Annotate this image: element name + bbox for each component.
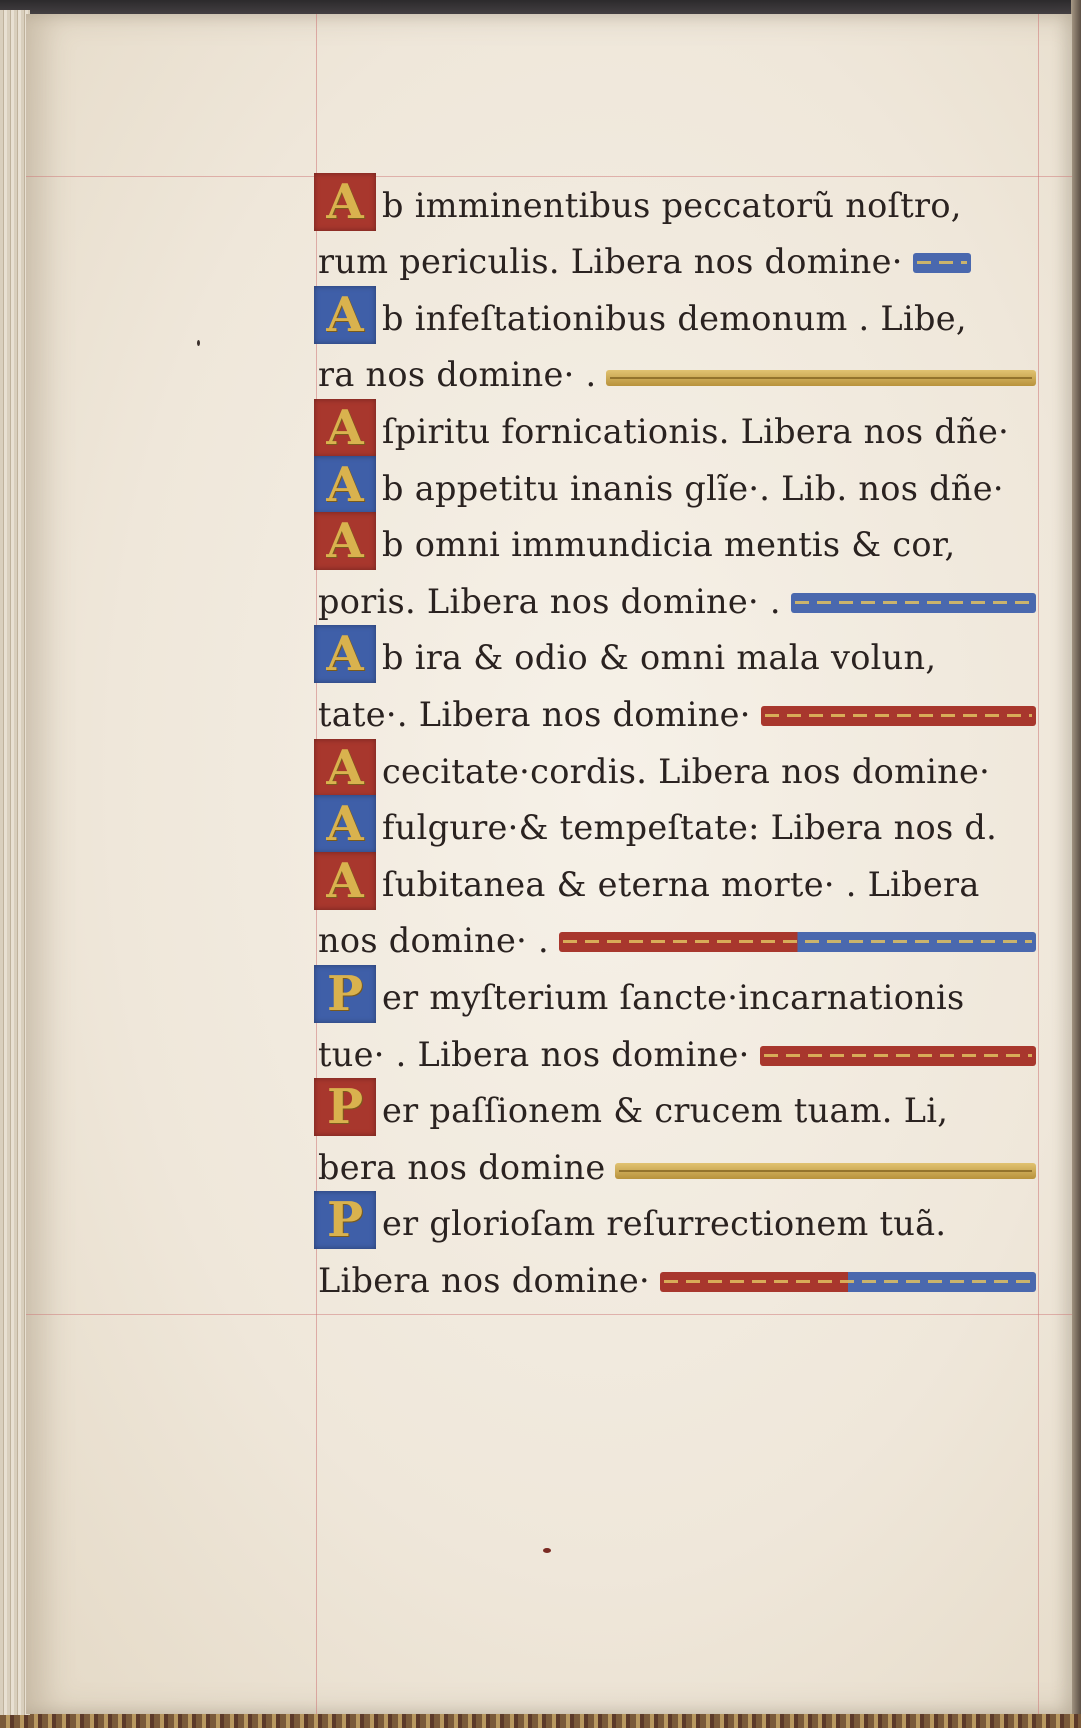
text-line (318, 456, 1040, 516)
text-line (318, 1251, 1040, 1308)
litany-text-block (318, 173, 1040, 1308)
illuminated-initial: A (314, 286, 376, 344)
text-line (318, 1025, 1040, 1082)
text-line (318, 173, 1040, 233)
line-text: ra nos domine· . (318, 355, 597, 395)
bottom-margin-rule (26, 1314, 1072, 1315)
line-text: cecitate·cordis. Libera nos domine· (382, 751, 991, 791)
line-filler-ornament (760, 1046, 1036, 1066)
text-line (318, 685, 1040, 742)
illuminated-initial: A (314, 625, 376, 683)
illuminated-initial: A (314, 852, 376, 910)
book-fore-edge (1071, 0, 1081, 1728)
line-filler-ornament (913, 253, 971, 273)
text-line (318, 572, 1040, 629)
illuminated-initial: A (314, 456, 376, 514)
line-text: er glorioſam reſurrectionem tuã. (382, 1204, 947, 1244)
text-line (318, 626, 1040, 686)
text-line (318, 1079, 1040, 1139)
line-filler-ornament (660, 1272, 1036, 1292)
text-line (318, 399, 1040, 459)
ink-speck (543, 1548, 551, 1553)
line-text: poris. Libera nos domine· . (318, 581, 781, 621)
line-text: b omni immundicia mentis & cor, (382, 525, 956, 565)
line-text: b ira & odio & omni mala volun, (382, 638, 937, 678)
line-text: Libera nos domine· (318, 1260, 650, 1300)
illuminated-initial: A (314, 739, 376, 797)
line-text: ſpiritu fornicationis. Libera nos dñe· (382, 411, 1010, 451)
book-bottom-edge (0, 1714, 1081, 1728)
illuminated-initial: A (314, 512, 376, 570)
line-text: fulgure·& tempeſtate: Libera nos d. (382, 808, 998, 848)
line-filler-ornament (615, 1163, 1036, 1179)
line-text: b infeſtationibus demonum . Libe, (382, 298, 967, 338)
text-line (318, 739, 1040, 799)
text-line (318, 796, 1040, 856)
line-text: rum periculis. Libera nos domine· (318, 242, 903, 282)
line-filler-ornament (559, 932, 1036, 952)
illuminated-initial: P (314, 1191, 376, 1249)
illuminated-initial: P (314, 1078, 376, 1136)
illuminated-initial: A (314, 795, 376, 853)
line-filler-ornament (606, 370, 1036, 386)
text-line (318, 513, 1040, 573)
line-text: bera nos domine (318, 1147, 606, 1187)
text-line (318, 233, 1040, 290)
line-text: er paſſionem & crucem tuam. Li, (382, 1091, 949, 1131)
line-filler-ornament (791, 593, 1036, 613)
illuminated-initial: A (314, 399, 376, 457)
text-line (318, 1192, 1040, 1252)
illuminated-initial: A (314, 173, 376, 231)
line-text: tate·. Libera nos domine· (318, 694, 751, 734)
text-line (318, 852, 1040, 912)
text-line (318, 286, 1040, 346)
line-text: nos domine· . (318, 921, 549, 961)
line-text: b appetitu inanis glĩe·. Lib. nos dñe· (382, 468, 1004, 508)
illuminated-initial: P (314, 965, 376, 1023)
line-filler-ornament (761, 706, 1036, 726)
line-text: ſubitanea & eterna morte· . Libera (382, 864, 980, 904)
text-line (318, 965, 1040, 1025)
text-line (318, 912, 1040, 969)
line-text: er myſterium ſancte·incarnationis (382, 977, 965, 1017)
text-line (318, 1138, 1040, 1195)
line-text: b imminentibus peccatorũ noſtro, (382, 185, 962, 225)
line-text: tue· . Libera nos domine· (318, 1034, 750, 1074)
text-line (318, 346, 1040, 403)
ink-speck (197, 340, 200, 346)
